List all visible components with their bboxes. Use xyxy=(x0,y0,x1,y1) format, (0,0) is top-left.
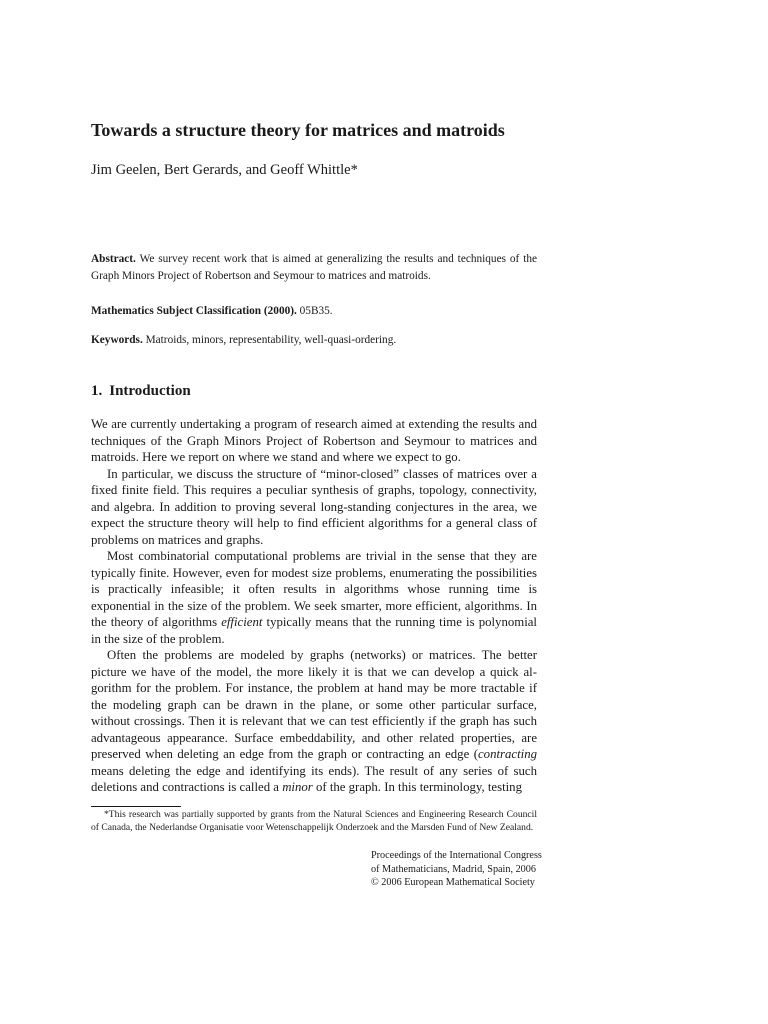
keywords-text: Matroids, minors, representability, well-quasi-ordering. xyxy=(145,334,397,346)
section-title: Introduction xyxy=(109,383,191,399)
subject-classification xyxy=(91,303,537,320)
paragraph-1: We are currently undertaking a program of research aimed at extending the results and techniques of the Graph Minors Project of Robertson and Seymour to matrices and matroids. Here we report on where we stand and where we expect to go. xyxy=(91,417,537,464)
abstract-text: We survey recent work that is aimed at generalizing the results and techniques of the Graph Minors Project of Robertson and Seymour to matrices and matroids. xyxy=(91,253,537,282)
abstract xyxy=(91,251,537,284)
paragraph-4 xyxy=(91,647,537,796)
paragraph-4-text-c: of the graph. In this terminology, testing xyxy=(312,780,522,794)
proceedings-line-1: Proceedings of the International Congress xyxy=(371,850,542,861)
body-text xyxy=(91,416,537,796)
author-list: Jim Geelen, Bert Gerards, and Geoff Whittle* xyxy=(91,162,358,178)
keywords-label: Keywords. xyxy=(91,334,143,346)
emphasis-efficient: efficient xyxy=(221,615,263,629)
footnote: *This research was partially supported by grants from the Natural Sciences and Engineering Research Council of Canada, the Nederlandse Organisatie voor Wetenschappelijk Onderzoek and the Marsden Fund of New Zealand. xyxy=(91,809,537,833)
keywords xyxy=(91,332,537,349)
msc-label: Mathematics Subject Classification (2000). xyxy=(91,305,297,317)
proceedings-info xyxy=(371,849,542,890)
emphasis-contracting: contracting xyxy=(478,747,537,761)
copyright-line: © 2006 European Mathematical Society xyxy=(371,877,535,888)
paragraph-4-text-b: means deleting the edge and identifying its ends). The result of any series of such deletions and contractions is called a xyxy=(91,763,537,794)
section-number: 1. xyxy=(91,383,103,399)
footnote-rule xyxy=(91,806,181,807)
paragraph-2: In particular, we discuss the structure of “minor-closed” classes of matrices over a fixed finite field. This requires a peculiar synthesis of graphs, topology, connectivity, and algebra. In addition to proving several long-standing conjectures in the area, we expect the structure theory will help to find efficient algorithms for a general class of problems on matrices and graphs. xyxy=(91,466,537,547)
paragraph-3-text-b: typically means that the running time is polynomial in the size of the problem. xyxy=(91,615,537,646)
emphasis-minor: minor xyxy=(282,780,313,794)
paragraph-3 xyxy=(91,548,537,647)
section-heading xyxy=(91,383,191,400)
paper-title: Towards a structure theory for matrices and matroids xyxy=(91,120,505,140)
paragraph-3-text-a: Most combinatorial computational problems are trivial in the sense that they are typically finite. However, even for modest size problems, enumerating the possibilities is practically infeasible; it often results in algorithms whose running time is exponential in the size of the problem. We seek smarter, more efficient, algorithms. In the theory of algorithms xyxy=(91,549,537,629)
paragraph-4-text-a: Often the problems are modeled by graphs (networks) or matrices. The better picture we have of the model, the more likely it is that we can develop a quick algorithm for the problem. For instance, the problem at hand may be more tractable if the modeling graph can be drawn in the plane, or some other particular surface, without crossings. Then it is relevant that we can test efficiently if the graph has such advantageous appearance. Surface embeddability, and other related properties, are preserved when deleting an edge from the graph or contracting an edge ( xyxy=(91,648,537,761)
proceedings-line-2: of Mathematicians, Madrid, Spain, 2006 xyxy=(371,863,536,875)
msc-code: 05B35. xyxy=(299,305,333,317)
abstract-label: Abstract. xyxy=(91,253,136,265)
